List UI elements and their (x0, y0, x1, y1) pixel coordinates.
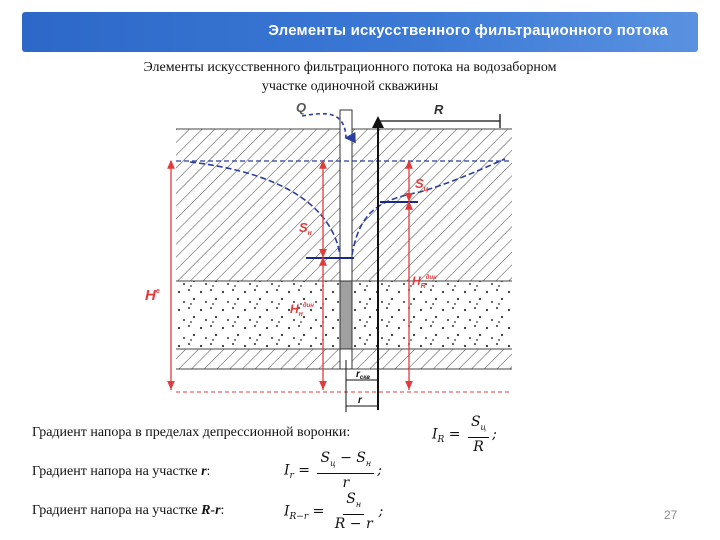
s-n-label: $S_н$ (299, 220, 312, 237)
well-filter (340, 281, 352, 349)
formula-i-small-r: $I_r$ = $\frac{S_ц - S_н}{r}$ ; (284, 450, 382, 491)
axis-arrow-head (372, 116, 384, 128)
h-n-din-label: $H_н^{дин}$ (290, 302, 314, 318)
slide-title: Элементы искусственного фильтрационного потока (268, 22, 668, 39)
formula-i-r: $I_R$ = $\frac{S_ц}{R}$ ; (432, 414, 497, 455)
r-c-label: $r_{скв}$ (356, 369, 370, 381)
diagram-caption-line-1: Элементы искусственного фильтрационного потока на водозаборном (143, 60, 557, 75)
s-c-label: $S_ц$ (415, 176, 429, 193)
formula-i-R-minus-r: $I_{R-r}$ = $\frac{S_н}{R - r}$ ; (284, 491, 384, 532)
diagram-caption-line-2: участке одиночной скважины (261, 79, 439, 94)
gradient-total-text: Градиент напора в пределах депрессионной воронки: (32, 425, 351, 440)
h-r-din-label: $H_R^{дин}$ (412, 274, 437, 290)
r-small-label: r (358, 395, 362, 406)
gradient-Rr-text: Градиент напора на участке R-r: (32, 503, 225, 518)
q-label: Q (296, 100, 307, 115)
page-number: 27 (664, 508, 678, 522)
gradient-r-text: Градиент напора на участке r: (32, 464, 211, 479)
r-big-label: R (434, 102, 444, 117)
h-total-label: $H^е$ (145, 287, 160, 304)
